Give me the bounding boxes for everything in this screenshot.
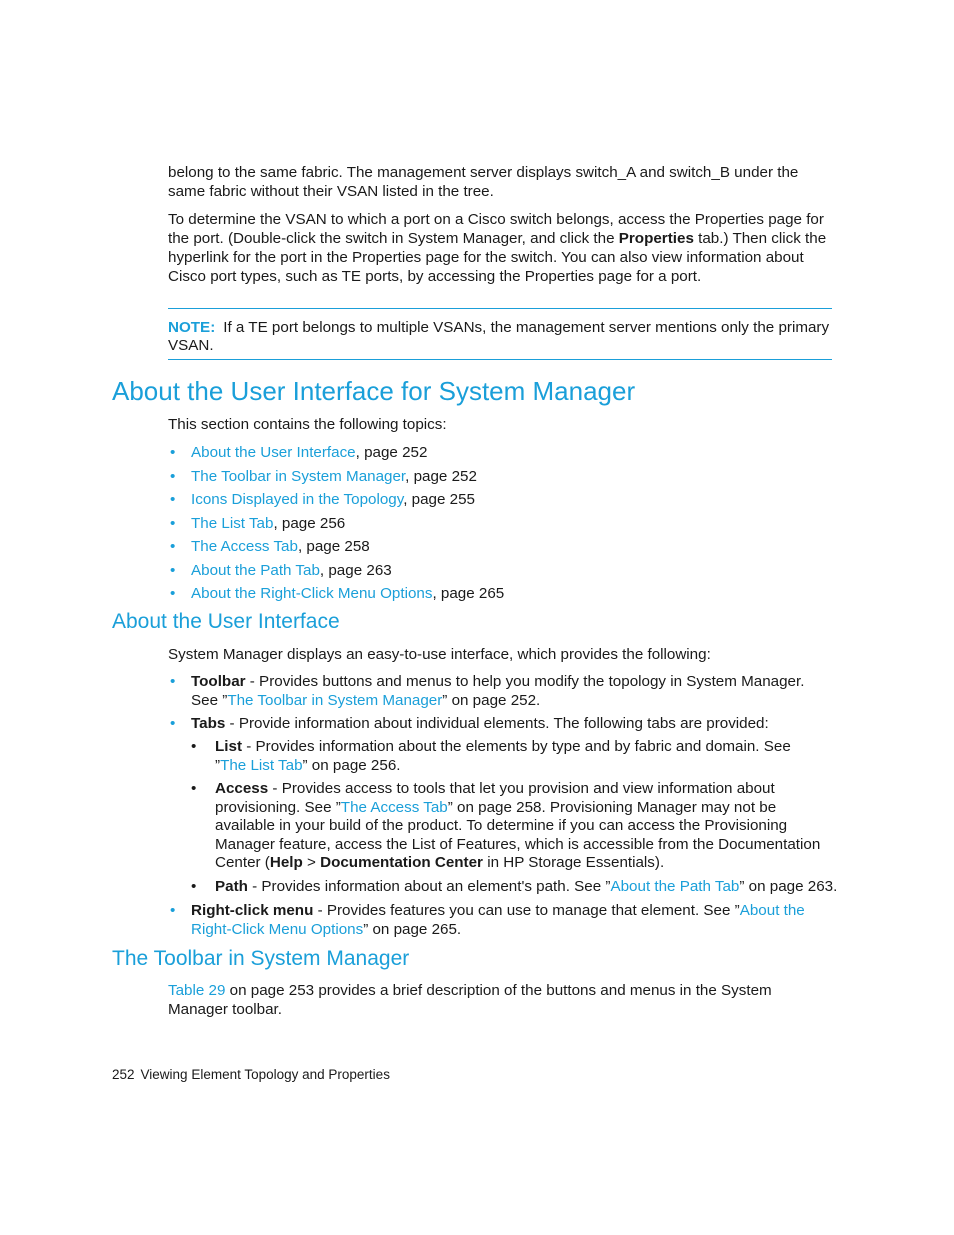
sub-item-access: [191, 780, 823, 873]
list-item: [168, 441, 828, 465]
section-title-toolbar: The Toolbar in System Manager: [112, 947, 410, 970]
intro-paragraph-1: belong to the same fabric. The management server displays switch_A and switch_B under the same fabric without their VSAN listed in the tree.: [168, 164, 799, 200]
chapter-title: Viewing Element Topology and Properties: [140, 1067, 390, 1082]
bullet-icon: •: [170, 673, 176, 690]
bullet-icon: •: [170, 491, 176, 508]
topic-link-path-tab[interactable]: About the Path Tab: [191, 561, 320, 579]
term-documentation-center: Documentation Center: [320, 854, 483, 871]
section-title-about-user-interface: About the User Interface: [112, 610, 340, 633]
note-text: If a TE port belongs to multiple VSANs, the management server mentions only the primary VSAN.: [168, 319, 830, 354]
term-access: Access: [215, 780, 269, 797]
access-after: ” on page 258. Provisioning Manager may not be available in your build of the product. To determine if you can access the Provisioning Manager feature, access the List of Features, which is accessible from the Documentation Center (: [215, 798, 821, 871]
access-end: in HP Storage Essentials).: [482, 854, 665, 871]
topic-page: , page 265: [432, 585, 505, 602]
page-number: 252: [112, 1067, 135, 1082]
bullet-icon: •: [170, 902, 176, 919]
ui-lead: System Manager displays an easy-to-use interface, which provides the following:: [168, 646, 711, 663]
topic-page: , page 263: [319, 561, 392, 579]
topic-page: , page 252: [405, 467, 477, 485]
term-list: List: [215, 738, 243, 755]
rightclick-desc: - Provides features you can use to manage that element. See ”: [313, 902, 740, 919]
link-right-click[interactable]: About the Right-Click Menu Options: [191, 902, 805, 938]
bullet-icon: •: [191, 878, 197, 895]
bullet-icon: •: [191, 738, 197, 755]
access-desc: - Provides access to tools that let you provision and view information about provisioning. See ”: [215, 780, 775, 816]
bullet-icon: •: [170, 538, 176, 555]
sub-item-path: [191, 878, 841, 897]
link-list-tab[interactable]: The List Tab: [220, 756, 303, 774]
page-footer: [112, 1067, 396, 1082]
topic-link-about-user-interface[interactable]: About the User Interface: [191, 444, 356, 461]
topic-page: , page 255: [403, 491, 475, 508]
list-item: [168, 465, 828, 489]
term-right-click-menu: Right-click menu: [191, 902, 314, 919]
item-text: [191, 902, 808, 939]
note-box: [168, 308, 832, 360]
term-toolbar: Toolbar: [191, 673, 246, 690]
term-path: Path: [215, 878, 248, 895]
link-toolbar[interactable]: The Toolbar in System Manager: [227, 691, 443, 709]
topics-list: [168, 441, 828, 606]
item-text: [215, 738, 823, 775]
topic-page: , page 252: [355, 444, 428, 461]
topic-link-toolbar[interactable]: The Toolbar in System Manager: [191, 467, 406, 485]
path-desc: - Provides information about an element's path. See ”: [247, 878, 611, 895]
list-item: [168, 512, 828, 536]
note-label: NOTE:: [168, 319, 216, 336]
list-item: [168, 488, 828, 512]
bullet-icon: •: [170, 514, 176, 532]
link-access-tab[interactable]: The Access Tab: [340, 798, 448, 816]
list-item: [168, 582, 828, 606]
link-path-tab[interactable]: About the Path Tab: [610, 878, 740, 895]
toolbar-after: ” on page 252.: [442, 691, 541, 709]
menu-separator: >: [302, 854, 321, 871]
tabs-desc: - Provide information about individual elements. The following tabs are provided:: [225, 715, 769, 732]
item-text: [215, 780, 823, 873]
topic-page: , page 256: [273, 514, 346, 532]
sub-item-list: [191, 738, 823, 775]
toolbar-desc: - Provides buttons and menus to help you modify the topology in System Manager. See ”: [191, 673, 805, 709]
toolbar-paragraph: [168, 981, 798, 1019]
intro-p2-start: To determine the VSAN to which a port on a Cisco switch belongs, access the Properties page for the port. (Double-click the switch in System Manager, and click the: [168, 211, 824, 247]
term-tabs: Tabs: [191, 715, 226, 732]
list-item: [168, 535, 828, 559]
item-text: [191, 715, 832, 734]
topic-link-access-tab[interactable]: The Access Tab: [191, 538, 298, 555]
bullet-icon: •: [170, 561, 176, 579]
term-help: Help: [269, 854, 303, 871]
path-after: ” on page 263.: [739, 878, 838, 895]
list-item-right-click: [168, 902, 808, 939]
list-item-toolbar: [168, 673, 832, 710]
list-after: ” on page 256.: [302, 756, 401, 774]
bullet-icon: •: [170, 467, 176, 485]
topic-link-list-tab[interactable]: The List Tab: [191, 514, 274, 532]
properties-term: Properties: [618, 230, 694, 247]
bullet-icon: •: [170, 585, 176, 602]
toolbar-paragraph-text: on page 253 provides a brief description of the buttons and menus in the System Manager toolbar.: [168, 982, 772, 1018]
bullet-icon: •: [170, 715, 176, 732]
rightclick-after: ” on page 265.: [363, 920, 462, 938]
bullet-icon: •: [191, 780, 197, 797]
item-text: [191, 673, 832, 710]
bullet-icon: •: [170, 444, 176, 461]
topics-lead: This section contains the following topics:: [168, 416, 447, 433]
item-text: [215, 878, 841, 897]
list-desc: - Provides information about the elements by type and by fabric and domain. See ”: [215, 738, 791, 774]
list-item: [168, 559, 828, 583]
intro-paragraph-2: [168, 210, 832, 286]
topic-link-right-click[interactable]: About the Right-Click Menu Options: [191, 585, 433, 602]
list-item-tabs: [168, 715, 832, 734]
section-title-user-interface-for-system-manager: About the User Interface for System Manager: [112, 376, 636, 406]
link-table-29[interactable]: Table 29: [168, 982, 226, 999]
topic-page: , page 258: [297, 538, 370, 555]
topic-link-icons[interactable]: Icons Displayed in the Topology: [191, 491, 404, 508]
intro-p2-end: tab.) Then click the hyperlink for the port in the Properties page for the switch. You can also view information about Cisco port types, such as TE ports, by accessing the Properties page for a port.: [168, 230, 827, 285]
